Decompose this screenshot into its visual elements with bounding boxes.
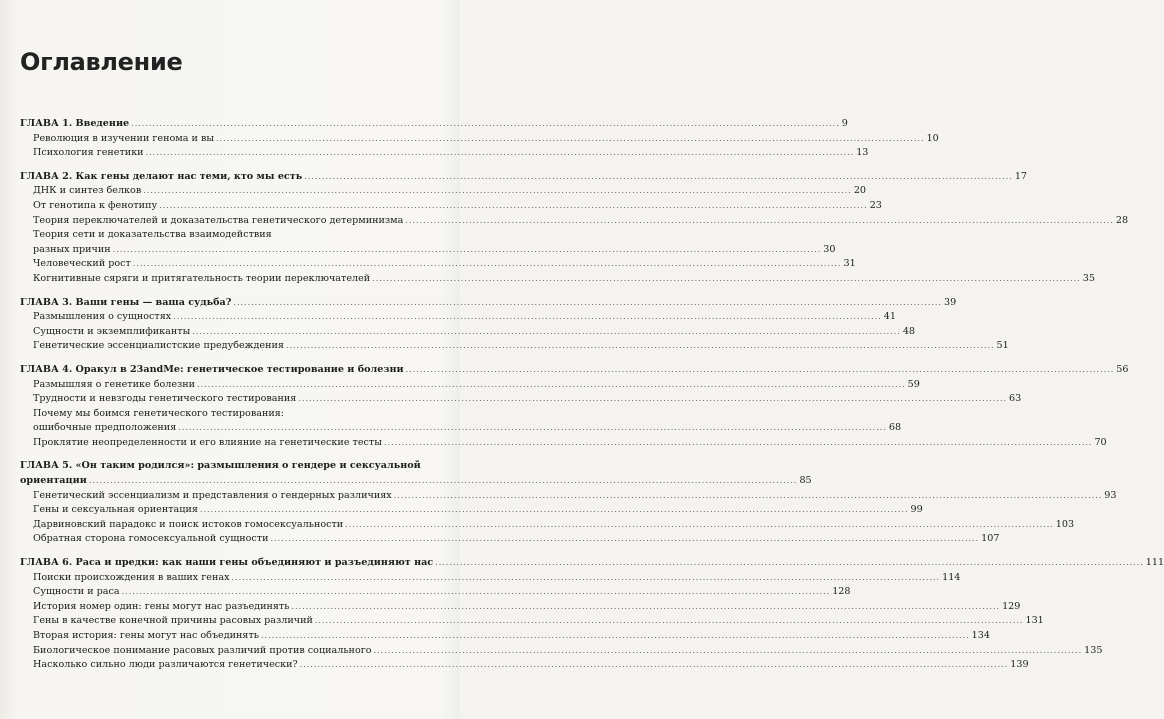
dot-leader [200, 503, 909, 518]
chapter-title: ГЛАВА 2. Как гены делают нас теми, кто мы есть [20, 170, 303, 182]
toc-entry[interactable] [20, 503, 923, 518]
table-of-contents [20, 117, 1164, 682]
dot-leader [304, 170, 1013, 185]
dot-leader [173, 310, 882, 325]
toc-entry[interactable] [20, 378, 920, 393]
chapter-title: ГЛАВА 4. Оракул в 23andMe: генетическое тестирование и болезни [20, 363, 404, 375]
page-number: 31 [843, 258, 856, 270]
toc-chapter-1 [20, 117, 939, 161]
toc-entry[interactable] [20, 489, 1117, 504]
page-number: 85 [799, 475, 812, 487]
dot-leader [143, 184, 852, 199]
toc-entry[interactable] [20, 518, 1075, 533]
toc-entry[interactable] [20, 184, 867, 199]
page-number: 39 [944, 296, 957, 308]
entry-title: Человеческий рост [33, 258, 131, 270]
page-number: 30 [823, 243, 836, 255]
toc-entry[interactable] [20, 571, 961, 586]
page-number: 63 [1008, 393, 1022, 405]
page-number: 131 [1025, 615, 1044, 627]
entry-title-continued: разных причин [33, 243, 111, 255]
entry-title: Трудности и невзгоды генетического тестирования [33, 393, 297, 405]
dot-leader [374, 644, 1083, 659]
entry-title: Когнитивные сяряги и притягательность теории переключателей [33, 272, 371, 284]
toc-entry[interactable] [20, 243, 836, 258]
toc-entry[interactable] [20, 310, 896, 325]
dot-leader [197, 378, 906, 393]
entry-title: Дарвиновский парадокс и поиск истоков гомосексуальности [33, 518, 344, 530]
entry-title: Сущности и раса [33, 586, 120, 598]
entry-title: Проклятие неопределенности и его влияние на генетические тесты [33, 436, 382, 448]
entry-title: История номер один: гены могут нас разъединять [33, 600, 290, 612]
page-number: 134 [971, 630, 990, 641]
dot-leader [133, 257, 842, 272]
toc-entry[interactable] [20, 600, 1021, 615]
dot-leader [271, 532, 980, 547]
dot-leader [146, 146, 855, 161]
page-number: 135 [1084, 644, 1103, 656]
entry-title: Гены в качестве конечной причины расовых различий [33, 615, 313, 627]
page-number: 93 [1104, 489, 1117, 501]
toc-entry[interactable] [20, 532, 1000, 547]
dot-leader [286, 339, 995, 354]
toc-chapter-5 [20, 459, 1117, 547]
dot-leader [406, 363, 1115, 378]
toc-chapter-heading[interactable] [20, 556, 1164, 571]
page-number: 48 [902, 325, 916, 337]
page-number: 128 [832, 586, 851, 598]
page-number: 23 [869, 199, 882, 211]
entry-title: Вторая история: гены могут нас объединять [33, 630, 260, 641]
toc-entry[interactable] [20, 199, 882, 214]
dot-leader [345, 518, 1054, 533]
page-number: 35 [1082, 272, 1095, 284]
entry-title: Генетический эссенциализм и представления о гендерных различиях [33, 489, 392, 501]
dot-leader [405, 214, 1114, 229]
dot-leader [372, 272, 1081, 287]
page-number: 99 [910, 504, 923, 516]
entry-title: Революция в изучении генома и вы [33, 132, 214, 144]
page-number: 51 [996, 340, 1009, 352]
entry-title: Гены и сексуальная ориентация [33, 504, 198, 516]
toc-entry[interactable] [20, 614, 1044, 629]
toc-entry[interactable] [20, 132, 939, 147]
toc-entry[interactable] [20, 272, 1095, 287]
entry-title: Генетические эссенциалистские предубеждения [33, 340, 284, 352]
toc-entry[interactable] [20, 436, 1107, 451]
page-number: 20 [853, 185, 867, 197]
entry-title: Биологическое понимание расовых различий против социального [33, 644, 372, 656]
entry-title: От генотипа к фенотипу [33, 199, 158, 211]
page-number: 9 [841, 118, 848, 129]
toc-entry[interactable] [20, 629, 990, 644]
toc-entry[interactable] [20, 644, 1103, 659]
toc-entry[interactable] [20, 339, 1009, 354]
toc-entry[interactable] [20, 392, 1022, 407]
entry-title: ДНК и синтез белков [33, 185, 142, 197]
dot-leader [435, 556, 1144, 571]
page-number: 17 [1014, 170, 1028, 182]
dot-leader [159, 199, 868, 214]
toc-chapter-heading[interactable] [20, 474, 812, 489]
entry-title-first-line[interactable]: Теория сети и доказательства взаимодействия [33, 229, 272, 241]
toc-entry[interactable] [20, 214, 1129, 229]
chapter-title: ГЛАВА 6. Раса и предки: как наши гены объединяют и разъединяют нас [20, 557, 434, 569]
dot-leader [394, 489, 1103, 504]
page-number: 129 [1002, 600, 1021, 612]
dot-leader [291, 600, 1000, 615]
chapter-title: ГЛАВА 3. Ваши гены — ваша судьба? [20, 296, 232, 308]
entry-title: Размышления о сущностях [33, 311, 172, 323]
dot-leader [192, 325, 901, 340]
dot-leader [298, 392, 1007, 407]
chapter-title-continued: ориентации [20, 475, 87, 487]
toc-entry[interactable] [20, 585, 851, 600]
toc-entry[interactable] [20, 421, 902, 436]
page-title: Оглавление [20, 48, 183, 76]
toc-chapter-heading[interactable] [20, 117, 848, 132]
toc-chapter-heading[interactable] [20, 296, 957, 311]
page-number: 41 [883, 311, 896, 323]
toc-chapter-3 [20, 296, 1009, 354]
dot-leader [261, 629, 970, 644]
entry-title: Обратная сторона гомосексуальной сущности [33, 533, 269, 545]
page-number: 139 [1010, 659, 1029, 671]
dot-leader [233, 296, 942, 311]
entry-title: Теория переключателей и доказательства генетического детерминизма [33, 214, 404, 226]
entry-title: Насколько сильно люди различаются генетически? [33, 659, 298, 671]
page-number: 59 [907, 378, 920, 390]
entry-title-first-line[interactable]: Почему мы боимся генетического тестирования: [33, 407, 285, 419]
dot-leader [232, 571, 941, 586]
entry-title-continued: ошибочные предположения [33, 422, 177, 434]
chapter-title: ГЛАВА 1. Введение [20, 118, 130, 129]
dot-leader [122, 585, 831, 600]
toc-entry[interactable] [20, 658, 1029, 673]
dot-leader [315, 614, 1024, 629]
toc-entry[interactable] [20, 325, 916, 340]
dot-leader [113, 243, 822, 258]
toc-entry[interactable] [20, 257, 856, 272]
page-number: 28 [1115, 214, 1129, 226]
toc-chapter-heading[interactable] [20, 363, 1129, 378]
page-number: 70 [1094, 436, 1107, 448]
entry-title: Сущности и экземплификанты [33, 325, 191, 337]
page-number: 56 [1116, 363, 1129, 375]
dot-leader [384, 436, 1093, 451]
page-number: 111 [1145, 557, 1164, 569]
page-number: 13 [856, 147, 869, 159]
toc-entry[interactable] [20, 146, 869, 161]
chapter-title-first-line[interactable]: ГЛАВА 5. «Он таким родился»: размышления о гендере и сексуальной [20, 460, 421, 472]
page-number: 114 [942, 571, 961, 583]
toc-chapter-6 [20, 556, 1164, 673]
toc-chapter-4 [20, 363, 1129, 451]
page-number: 10 [926, 132, 939, 144]
page-number: 68 [888, 422, 902, 434]
entry-title: Поиски происхождения в ваших генах [33, 571, 230, 583]
dot-leader [131, 117, 840, 132]
entry-title: Психология генетики [33, 147, 144, 159]
toc-chapter-2 [20, 170, 1129, 287]
dot-leader [300, 658, 1009, 673]
entry-title: Размышляя о генетике болезни [33, 378, 196, 390]
page-number: 107 [981, 533, 1000, 545]
page-number: 103 [1055, 518, 1075, 530]
dot-leader [178, 421, 887, 436]
dot-leader [89, 474, 798, 489]
toc-chapter-heading[interactable] [20, 170, 1028, 185]
dot-leader [216, 132, 925, 147]
